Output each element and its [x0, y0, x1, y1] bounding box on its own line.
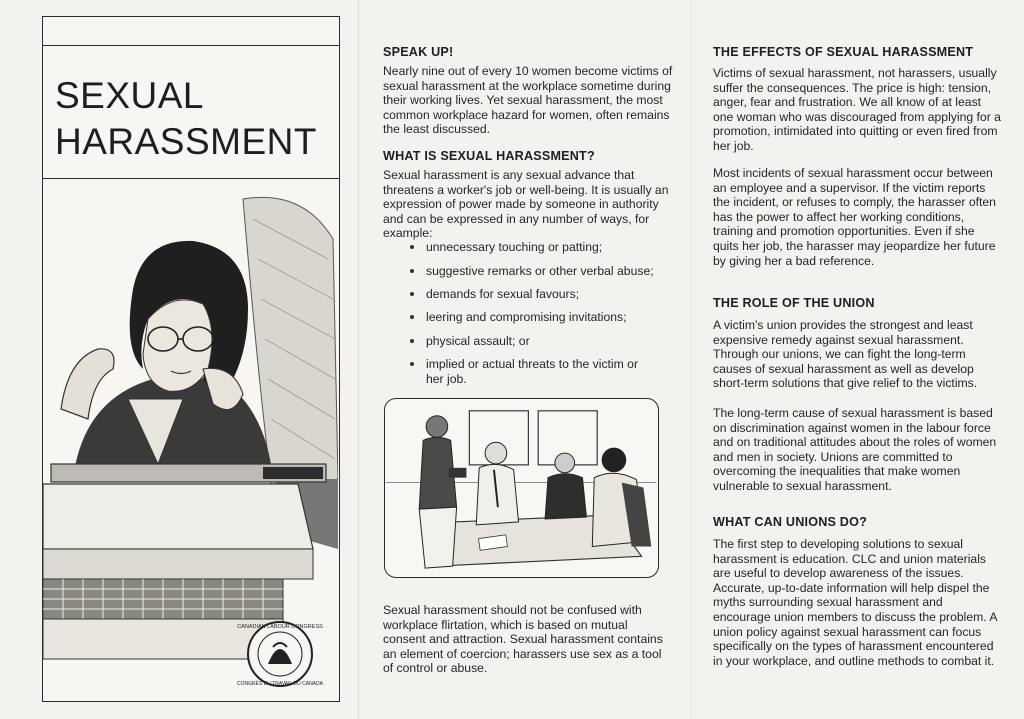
fold-line-right: [690, 0, 691, 719]
cover-title-box: [43, 45, 339, 179]
union-role-heading: THE ROLE OF THE UNION: [713, 296, 875, 310]
list-item: unnecessary touching or patting;: [410, 240, 680, 255]
list-item: demands for sexual favours;: [410, 287, 680, 302]
cover-title-line-1: SEXUAL: [55, 75, 205, 116]
union-role-body-2: The long-term cause of sexual harassment is based on discrimination against women in the labour force and on traditional attitudes about the roles of women and men in society. Unions are committed to overcoming the inequalities that make women vulnerable to sexual harassment.: [713, 406, 997, 493]
union-role-body-1: A victim's union provides the strongest and least expensive remedy against sexual harassment. Through our unions, we can fight the long-term causes of sexual harassment as well as develop short-term solutions that give relief to the victims.: [713, 318, 978, 391]
office-meeting-illustration: [384, 398, 659, 578]
list-item: physical assault; or: [410, 334, 680, 349]
cover-illustration: [43, 179, 338, 701]
list-item: leering and compromising invitations;: [410, 310, 680, 325]
cover-title-line-2: HARASSMENT: [55, 121, 317, 162]
unions-do-heading: WHAT CAN UNIONS DO?: [713, 515, 867, 529]
what-is-heading: WHAT IS SEXUAL HARASSMENT?: [383, 149, 595, 163]
list-item: suggestive remarks or other verbal abuse;: [410, 264, 680, 279]
svg-text:CONGRÈS DU TRAVAIL DU CANADA: CONGRÈS DU TRAVAIL DU CANADA: [237, 681, 323, 687]
unions-do-body: The first step to developing solutions to sexual harassment is education. CLC and union materials are useful to develop awareness of the issues. Accurate, up-to-date information will help dispel the myths surrounding sexual harassment and encourage union members to discuss the problem. A union policy against sexual harassment can focus specifically on the types of harassment encountered in your workplace, and outline methods to combat it.: [713, 537, 997, 668]
effects-heading: THE EFFECTS OF SEXUAL HARASSMENT: [713, 45, 974, 59]
speak-up-heading: SPEAK UP!: [383, 45, 454, 59]
list-item: implied or actual threats to the victim or her job.: [410, 357, 655, 386]
cover-top-strip: [43, 17, 339, 46]
speak-up-body: Nearly nine out of every 10 women become victims of sexual harassment at the workplace sometime during their working lives. Yet sexual harassment, the most common workplace hazard for women, often remains the least discussed.: [383, 64, 673, 137]
flirtation-body: Sexual harassment should not be confused with workplace flirtation, which is based on mutual consent and attraction. Sexual harassment contains an element of coercion; harassers use sex as a tool of control or abuse.: [383, 603, 663, 676]
what-is-body: Sexual harassment is any sexual advance that threatens a worker's job or well-being. It is usually an expression of power made by someone in authority and can be expressed in any number of ways, for example:: [383, 168, 669, 241]
cover-panel: [42, 16, 340, 702]
fold-line-left: [358, 0, 359, 719]
svg-text:CANADIAN LABOUR CONGRESS: CANADIAN LABOUR CONGRESS: [237, 624, 323, 630]
effects-body-2: Most incidents of sexual harassment occur between an employee and a supervisor. If the victim reports the incident, or refuses to comply, the harasser often has the power to affect her working conditions, training and promotion opportunities. Even if she quits her job, the harasser may jeopardize her future by giving her a bad reference.: [713, 166, 996, 268]
effects-body-1: Victims of sexual harassment, not harassers, usually suffer the consequences. The price is high: tension, anger, fear and frustration. We all know of at least one woman who was discouraged from applying for a promotion, intimidated into quitting or even fired from her job.: [713, 66, 1001, 153]
